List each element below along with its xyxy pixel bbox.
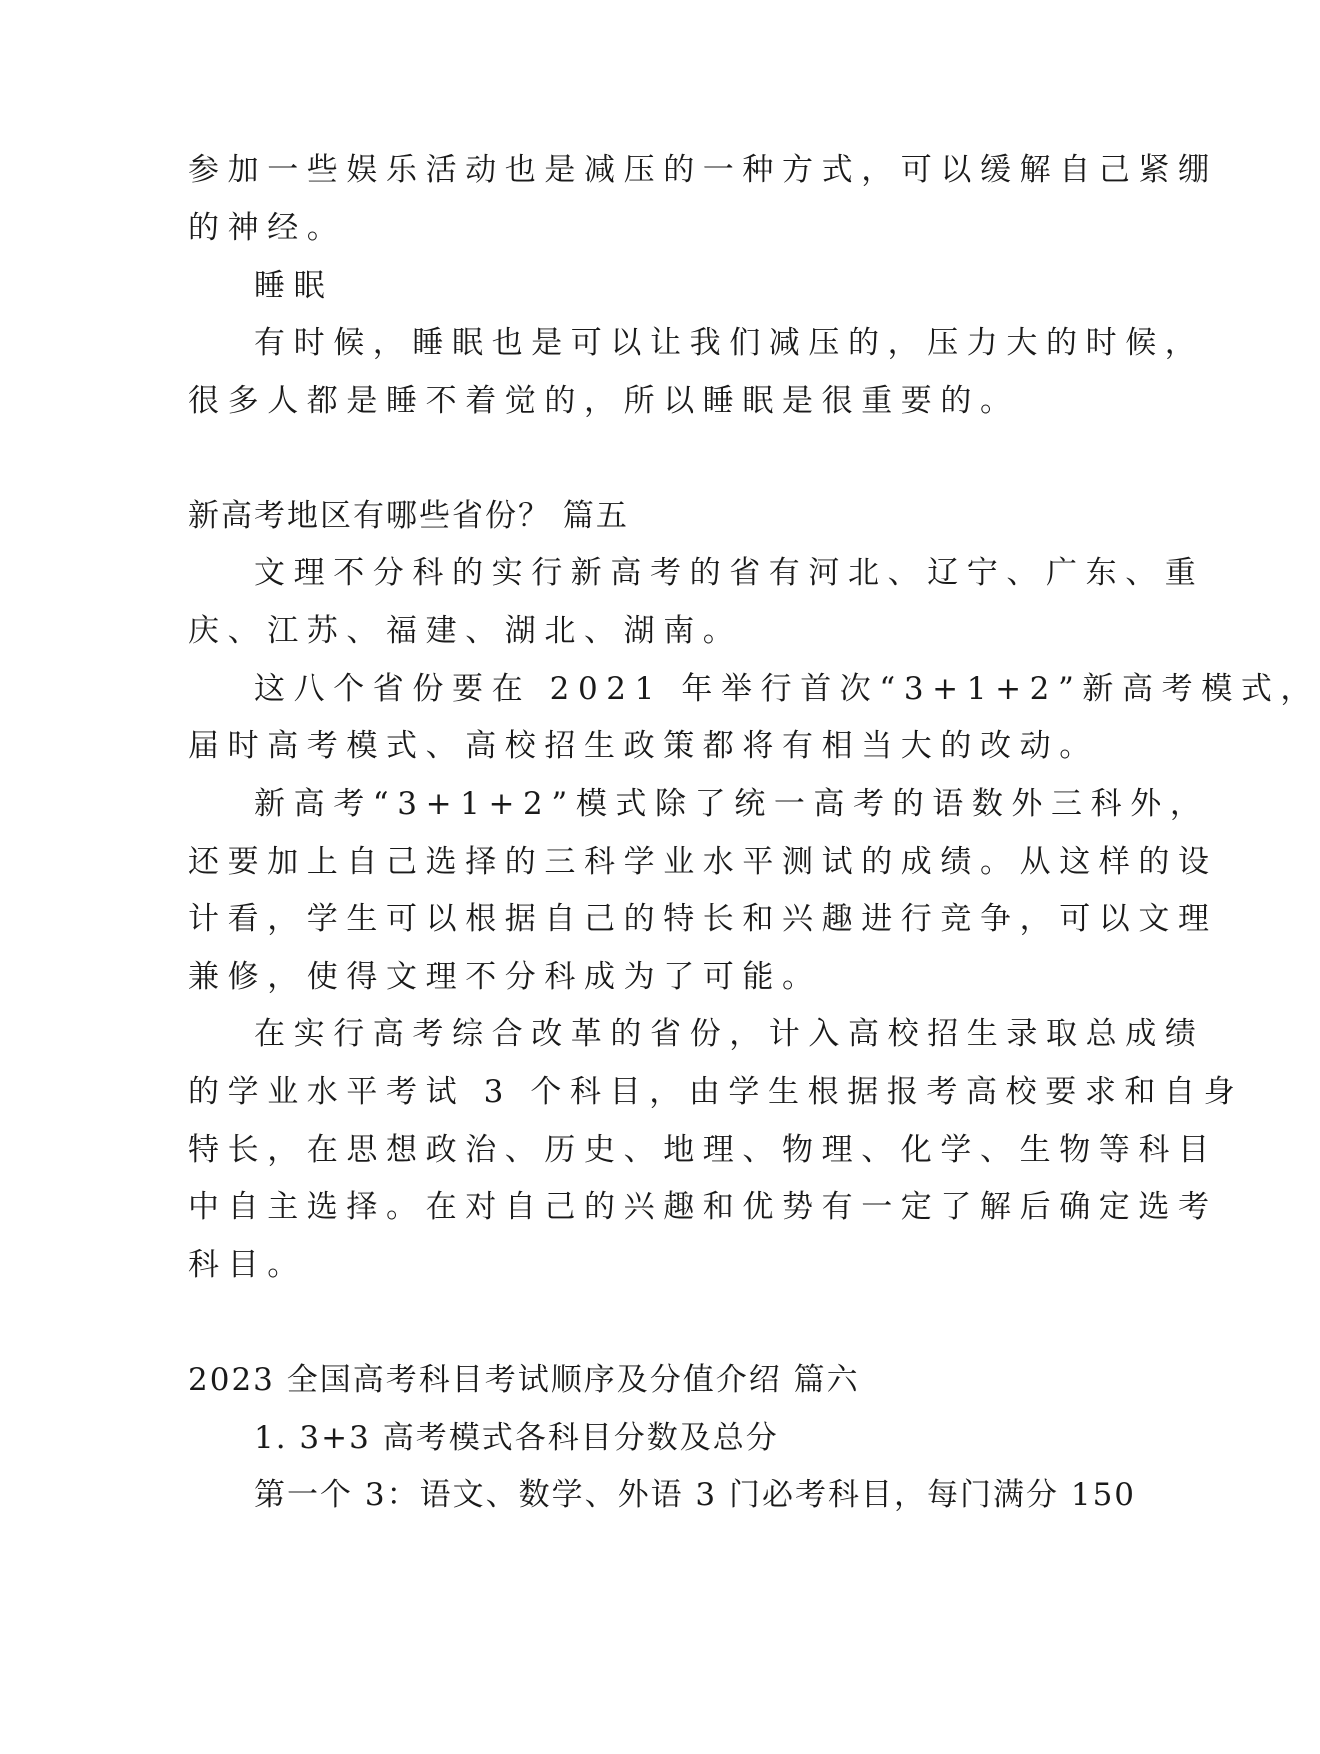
paragraph-line: 的学业水平考试 3 个科目，由学生根据报考高校要求和自身: [188, 1074, 1244, 1110]
paragraph-line: 第一个 3：语文、数学、外语 3 门必考科目，每门满分 150: [254, 1477, 1137, 1513]
paragraph-line: 计看，学生可以根据自己的特长和兴趣进行竞争，可以文理: [188, 901, 1218, 937]
paragraph-line: 届时高考模式、高校招生政策都将有相当大的改动。: [188, 728, 1099, 764]
paragraph-line: 还要加上自己选择的三科学业水平测试的成绩。从这样的设: [188, 844, 1218, 880]
subsection-title: 1. 3+3 高考模式各科目分数及总分: [254, 1420, 779, 1456]
paragraph-line: 兼修，使得文理不分科成为了可能。: [188, 959, 822, 995]
paragraph-line: 文理不分科的实行新高考的省有河北、辽宁、广东、重: [254, 555, 1205, 591]
section-title-5: 新高考地区有哪些省份？ 篇五: [188, 498, 629, 534]
paragraph-line: 庆、江苏、福建、湖北、湖南。: [188, 613, 743, 649]
paragraph-line: 有时候，睡眠也是可以让我们减压的，压力大的时候，: [254, 325, 1205, 361]
paragraph-line: 科目。: [188, 1247, 307, 1283]
paragraph-line: 的神经。: [188, 210, 347, 246]
paragraph-line: 特长，在思想政治、历史、地理、物理、化学、生物等科目: [188, 1132, 1218, 1168]
paragraph-line: 新高考“3+1+2”模式除了统一高考的语数外三科外，: [254, 786, 1210, 822]
paragraph-line: 这八个省份要在 2021 年举行首次“3+1+2”新高考模式，: [254, 671, 1320, 707]
paragraph-line: 参加一些娱乐活动也是减压的一种方式，可以缓解自己紧绷: [188, 152, 1218, 188]
paragraph-line: 在实行高考综合改革的省份，计入高校招生录取总成绩: [254, 1016, 1205, 1052]
subheading-sleep: 睡眠: [254, 268, 334, 304]
paragraph-line: 中自主选择。在对自己的兴趣和优势有一定了解后确定选考: [188, 1189, 1218, 1225]
section-title-6: 2023 全国高考科目考试顺序及分值介绍 篇六: [188, 1362, 860, 1398]
paragraph-line: 很多人都是睡不着觉的，所以睡眠是很重要的。: [188, 383, 1020, 419]
